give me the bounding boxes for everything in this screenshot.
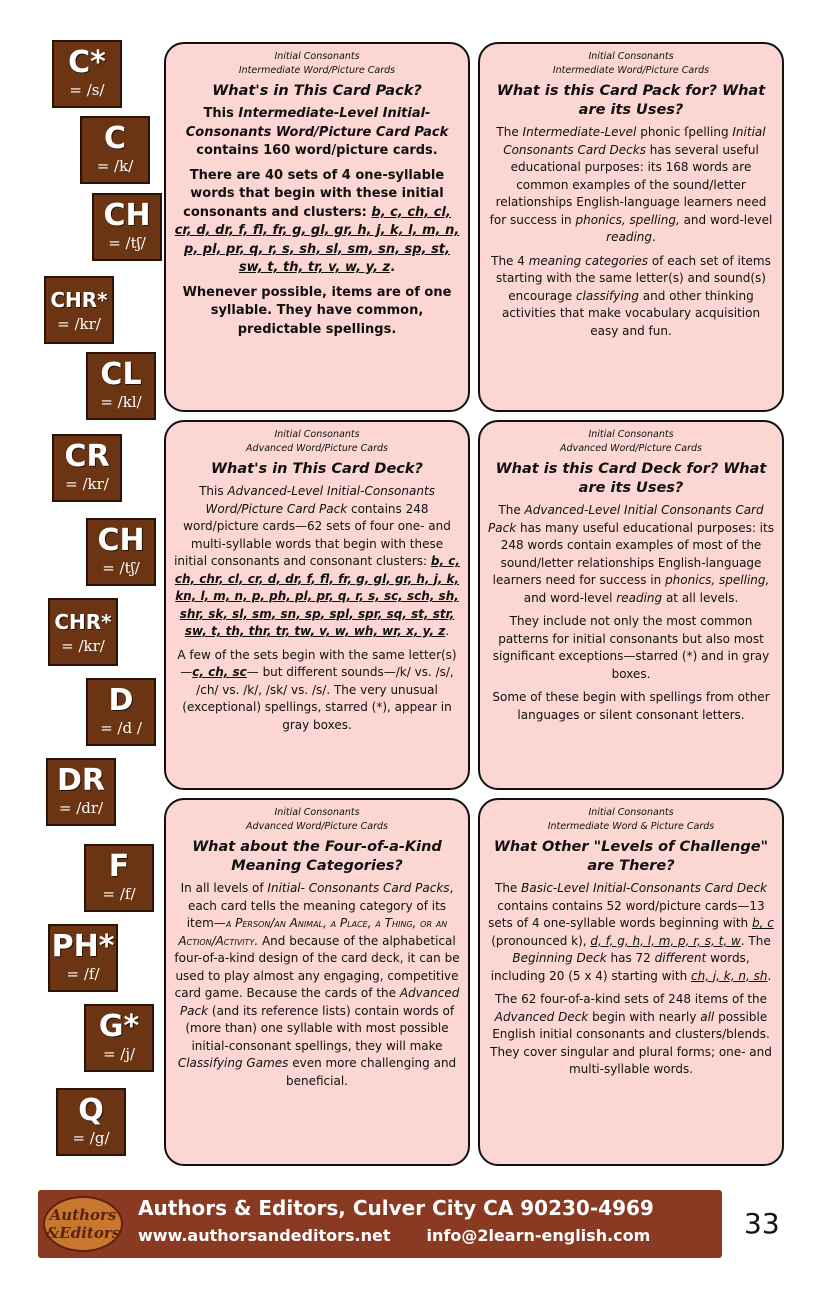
page-number: 33 (744, 1207, 780, 1240)
card-paragraph: Whenever possible, items are of one syllable. They have common, predictable spellings. (182, 284, 452, 337)
card-title: What Other "Levels of Challenge" are There? (493, 839, 769, 874)
card-header-line1: Initial Consonants (274, 51, 360, 62)
tile-letters: Q (78, 1093, 104, 1128)
card-paragraph: There are 40 sets of 4 one-syllable words that begin with these initial consonants and clusters: b, c, ch, cl, cr, d, dr, f, fl, fr, g, gl, gr, h, j, k, l, m, n, p, pl, pr, q, r, s, sh, sl, sm, sn, sp, st, sw, t, th, tr, v, w, y, z. (174, 167, 460, 275)
card-paragraph: In all levels of Initial- Consonants Card Packs, each card tells the meaning category of its item—a Person/an Animal, a Place, a Thing, or an Action/Activity. And because of the alphabetical four-of-a-kind design of the card deck, it can be used to play almost any engaging, competitive card game. Because the cards of the Advanced Pack (and its reference lists) contain words of (more than) one syllable with most possible initial-consonant spellings, they will make Classifying Games even more challenging and beneficial. (174, 881, 460, 1088)
card-meaning-categories (164, 798, 470, 1166)
consonant-list: b, c, ch, chr, cl, cr, d, dr, f, fl, fr, g, gl, gr, h, j, k, kn, l, m, n, p, ph, pl, pr, q, r, s, sc, sch, sh, shr, sk, sl, sm, sn, sp, spl, spr, sq, st, str, sw, t, th, thr, tr, tw, v, w, wh, wr, x, y, z (174, 554, 460, 638)
website-link[interactable]: www.authorsandeditors.net (138, 1226, 391, 1245)
letter-tile-c (80, 116, 150, 184)
contact-line (138, 1226, 650, 1245)
tile-sound: = /kl/ (100, 393, 142, 411)
card-paragraph: This Advanced-Level Initial-Consonants Word/Picture Card Pack contains 248 word/picture cards—62 sets of four one- and multi-syllable words that begin with these initial consonants and consonant clusters: b, c, ch, chr, cl, cr, d, dr, f, fl, fr, g, gl, gr, h, j, k, kn, l, m, n, p, ph, pl, pr, q, r, s, sc, sch, sh, shr, sk, sl, sm, sn, sp, spl, spr, sq, st, str, sw, t, th, thr, tr, tw, v, w, wh, wr, x, y, z. (174, 484, 460, 638)
card-paragraph: The Intermediate-Level phonic ſpelling Initial Consonants Card Decks has several useful educational purposes: its 168 words are common examples of the sound/letter relationships English-language learners need for success in phonics, spelling, and word-level reading. (489, 125, 773, 244)
card-header-line1: Initial Consonants (588, 807, 674, 818)
card-intermediate-uses (478, 42, 784, 412)
card-levels-of-challenge (478, 798, 784, 1166)
letter-tile-ch-2 (86, 518, 156, 586)
authors-editors-logo: Authors &Editors (43, 1196, 123, 1252)
letter-tile-c-star (52, 40, 122, 108)
card-header-line2: Advanced Word/Picture Cards (560, 443, 702, 454)
tile-letters: CR (64, 439, 110, 474)
tile-sound: = /d / (100, 719, 142, 737)
tile-letters: F (108, 849, 130, 884)
card-paragraph: The 4 meaning categories of each set of items starting with the same letter(s) and sound(s) encourage classifying and other thinking activities that make vocabulary acquisition easy and fun. (491, 253, 771, 338)
tile-sound: = /g/ (72, 1129, 110, 1147)
footer-banner (38, 1190, 722, 1258)
tile-letters: DR (56, 763, 105, 798)
letter-tile-d (86, 678, 156, 746)
email-link[interactable]: info@2learn-english.com (426, 1226, 651, 1245)
letter-tile-ph-star (48, 924, 118, 992)
card-paragraph: The Advanced-Level Initial Consonants Card Pack has many useful educational purposes: its 248 words contain examples of most of the sound/letter relationships English-language learners need for success in phonics, spelling, and word-level reading at all levels. (488, 503, 774, 605)
card-header-line1: Initial Consonants (588, 51, 674, 62)
card-header-line2: Intermediate Word & Picture Cards (547, 821, 715, 832)
tile-letters: CHR* (50, 288, 108, 312)
tile-sound: = /tʃ/ (108, 234, 146, 252)
tile-letters: CHR* (54, 610, 112, 634)
card-intermediate-contents (164, 42, 470, 412)
card-paragraph: This Intermediate-Level Initial-Consonants Word/Picture Card Pack contains 160 word/picture cards. (185, 106, 449, 158)
card-header-line2: Intermediate Word/Picture Cards (552, 65, 710, 76)
tile-sound: = /s/ (69, 81, 105, 99)
tile-letters: C (103, 121, 127, 156)
card-advanced-contents (164, 420, 470, 790)
letter-tile-f (84, 844, 154, 912)
card-header-line2: Advanced Word/Picture Cards (246, 443, 388, 454)
card-title: What is this Card Deck for? What are its Uses? (495, 461, 767, 496)
tile-letters: CL (100, 357, 142, 392)
card-title: What's in This Card Pack? (212, 83, 422, 99)
tile-sound: = /f/ (102, 885, 136, 903)
letter-tile-chr-star (44, 276, 114, 344)
letter-tile-chr-star-2 (48, 598, 118, 666)
card-paragraph: Some of these begin with spellings from other languages or silent consonant letters. (492, 690, 770, 722)
tile-letters: D (108, 683, 134, 718)
card-advanced-uses (478, 420, 784, 790)
card-paragraph: The Basic-Level Initial-Consonants Card Deck contains contains 52 word/picture cards—13 sets of 4 one-syllable words beginning with b, c (pronounced k), d, f, g, h, l, m, p, r, s, t, w. The Beginning Deck has 72 different words, including 20 (5 x 4) starting with ch, j, k, n, sh. (488, 881, 774, 983)
card-header-line1: Initial Consonants (274, 807, 360, 818)
tile-sound: = /kr/ (65, 475, 109, 493)
letter-tile-q (56, 1088, 126, 1156)
card-paragraph: The 62 four-of-a-kind sets of 248 items of the Advanced Deck begin with nearly all possible English initial consonants and clusters/blends. They cover singular and plural forms; one- and multi-syllable words. (490, 992, 772, 1076)
card-title: What is this Card Pack for? What are its Uses? (496, 83, 766, 118)
card-paragraph: They include not only the most common patterns for initial consonants but also most significant exceptions—starred (*) and in gray boxes. (492, 614, 770, 681)
card-header-line1: Initial Consonants (588, 429, 674, 440)
card-header-line2: Advanced Word/Picture Cards (246, 821, 388, 832)
tile-sound: = /kr/ (57, 315, 101, 333)
tile-letters: G* (98, 1009, 140, 1044)
tile-letters: C* (68, 45, 106, 80)
letter-tile-cr (52, 434, 122, 502)
tile-sound: = /tʃ/ (102, 559, 140, 577)
card-header-line2: Intermediate Word/Picture Cards (238, 65, 396, 76)
card-header-line1: Initial Consonants (274, 429, 360, 440)
card-title: What's in This Card Deck? (211, 461, 423, 477)
tile-sound: = /k/ (96, 157, 134, 175)
letter-tile-cl (86, 352, 156, 420)
card-title: What about the Four-of-a-Kind Meaning Categories? (192, 839, 442, 874)
tile-sound: = /kr/ (61, 637, 105, 655)
tile-sound: = /f/ (66, 965, 100, 983)
tile-sound: = /j/ (102, 1045, 136, 1063)
letter-tile-dr (46, 758, 116, 826)
publisher-address: Authors & Editors, Culver City CA 90230-4969 (138, 1196, 654, 1220)
letter-tile-g-star (84, 1004, 154, 1072)
consonant-list: b, c, ch, cl, cr, d, dr, f, fl, fr, g, gl, gr, h, j, k, l, m, n, p, pl, pr, q, r, s, sh, sl, sm, sn, sp, st, sw, t, th, tr, v, w, y, z (174, 204, 460, 275)
tile-letters: CH (103, 198, 151, 233)
card-paragraph: A few of the sets begin with the same letter(s)—c, ch, sc— but different sounds—/k/ vs. /s/, /ch/ vs. /k/, /sk/ vs. /s/. The very unusual (exceptional) spellings, starred (*), appear in gray boxes. (177, 647, 457, 732)
tile-sound: = /dr/ (58, 799, 104, 817)
tile-letters: CH (97, 523, 145, 558)
tile-letters: PH* (51, 929, 115, 964)
letter-tile-ch (92, 193, 162, 261)
